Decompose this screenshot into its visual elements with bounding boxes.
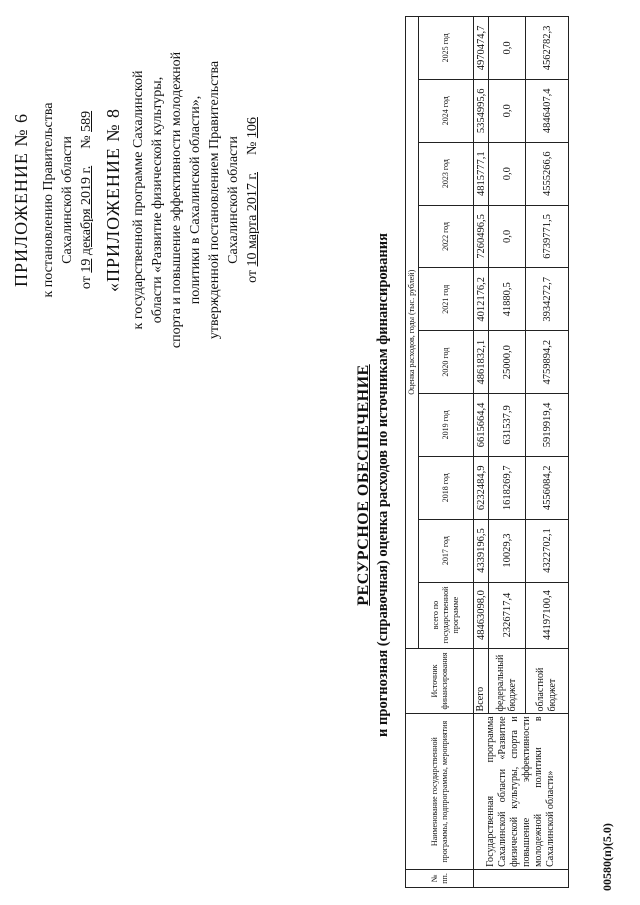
header-year: 2024 год (419, 79, 474, 142)
orig-number: 106 (245, 117, 260, 139)
resolution-date-line (77, 20, 96, 380)
header-year: 2023 год (419, 142, 474, 205)
value-cell: 2326717,4 (489, 582, 526, 648)
value-cell: 0,0 (489, 79, 526, 142)
value-cell: 0,0 (489, 205, 526, 268)
program-line: Сахалинской области (226, 136, 241, 264)
value-cell: 5354995,6 (474, 79, 489, 142)
value-cell: 6232484,9 (474, 456, 489, 519)
value-cell: 4322702,1 (526, 519, 569, 582)
value-cell: 631537,9 (489, 394, 526, 457)
appendix-title: ПРИЛОЖЕНИЕ № 6 (11, 112, 31, 288)
resolution-number: 589 (79, 110, 94, 132)
source-cell: областной бюджет (526, 648, 569, 714)
value-cell: 41880,5 (489, 268, 526, 331)
value-cell: 44197100,4 (526, 582, 569, 648)
orig-date: 10 марта 2017 г. (245, 171, 260, 267)
orig-number-sign: № (245, 141, 260, 155)
source-cell: Всего (474, 648, 489, 714)
value-cell: 25000,0 (489, 331, 526, 394)
document-titles (355, 185, 392, 785)
value-cell: 10029,3 (489, 519, 526, 582)
program-line: спорта и повышение эффективности молодежной (169, 51, 184, 349)
date-prefix: от (79, 276, 94, 290)
program-line: к государственной программе Сахалинской (131, 70, 146, 330)
table-row (474, 17, 489, 888)
orig-date-prefix: от (245, 269, 260, 283)
header-year: 2022 год (419, 205, 474, 268)
header-year: 2017 год (419, 519, 474, 582)
value-cell: 6615664,4 (474, 394, 489, 457)
program-line: области «Развитие физической культуры, (150, 76, 165, 324)
footer-code: 00580(п)(5.0) (600, 823, 614, 891)
header-year: 2019 год (419, 394, 474, 457)
value-cell: 1618269,7 (489, 456, 526, 519)
date-day: 19 (79, 258, 94, 273)
appendix-header (12, 20, 262, 380)
value-cell: 4555266,6 (526, 142, 569, 205)
value-cell: 4556084,2 (526, 456, 569, 519)
value-cell: 7260496,5 (474, 205, 489, 268)
program-line: политики в Сахалинской области», (188, 95, 203, 305)
header-name: Наименование государственной программы, подпрограммы, мероприятия (406, 714, 474, 869)
resolution-line-2: Сахалинской области (60, 136, 75, 264)
date-month-year: декабря 2019 г. (79, 165, 94, 256)
value-cell: 0,0 (489, 17, 526, 80)
row-number-cell (474, 869, 569, 887)
header-total: всего по государственной программе (419, 582, 474, 648)
value-cell: 48463098,0 (474, 582, 489, 648)
header-year: 2018 год (419, 456, 474, 519)
value-cell: 4846407,4 (526, 79, 569, 142)
value-cell: 0,0 (489, 142, 526, 205)
program-name-cell: Государственная программа Сахалинской области «Развитие физической культуры, спорта и повышение эффективности молодежной политики в Сахалинской области» (474, 714, 569, 869)
source-cell: федеральный бюджет (489, 648, 526, 714)
value-cell: 4815777,1 (474, 142, 489, 205)
header-source: Источник финансирования (406, 648, 474, 714)
value-cell: 6739771,5 (526, 205, 569, 268)
value-cell: 4759894,2 (526, 331, 569, 394)
appendix8-title: «ПРИЛОЖЕНИЕ № 8 (103, 107, 123, 293)
value-cell: 4339196,5 (474, 519, 489, 582)
header-no: № пп. (406, 869, 474, 887)
value-cell: 4012176,2 (474, 268, 489, 331)
value-cell: 4562782,3 (526, 17, 569, 80)
table-header-row (406, 17, 419, 888)
page-title: РЕСУРСНОЕ ОБЕСПЕЧЕНИЕ (355, 364, 372, 606)
resolution-line-1: к постановлению Правительства (41, 102, 56, 298)
value-cell: 4970474,7 (474, 17, 489, 80)
header-group: Оценка расходов, годы (тыс. рублей) (406, 17, 419, 649)
resource-table (405, 16, 569, 888)
header-year: 2025 год (419, 17, 474, 80)
value-cell: 3934272,7 (526, 268, 569, 331)
value-cell: 5919919,4 (526, 394, 569, 457)
number-sign: № (79, 135, 94, 149)
original-date-line (243, 20, 262, 380)
page-subtitle: и прогнозная (справочная) оценка расходов по источникам финансирования (375, 233, 391, 737)
program-line: утвержденной постановлением Правительства (207, 60, 222, 340)
header-year: 2021 год (419, 268, 474, 331)
value-cell: 4861832,1 (474, 331, 489, 394)
header-year: 2020 год (419, 331, 474, 394)
